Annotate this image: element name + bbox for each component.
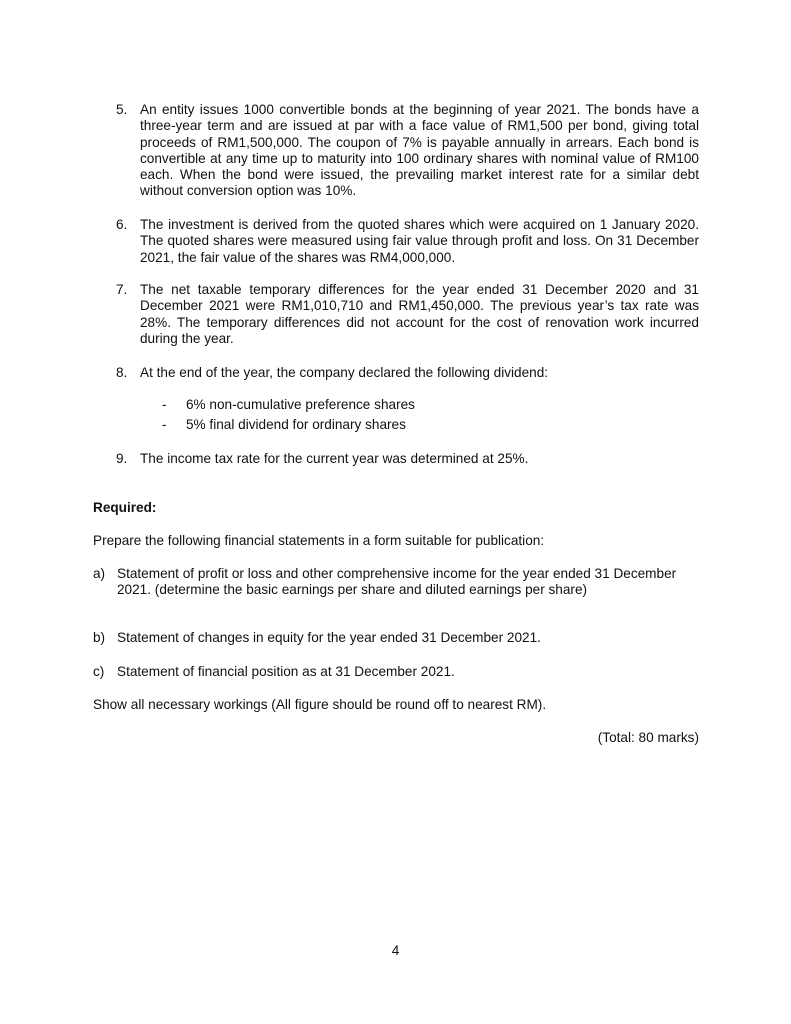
question-label: b) [93, 630, 106, 645]
dash-marker: - [162, 397, 167, 412]
note-text: At the end of the year, the company declared the following dividend: [140, 365, 549, 380]
instruction-text: Prepare the following financial statements in a form suitable for publication: [93, 533, 545, 548]
question-text: Statement of changes in equity for the year ended 31 December 2021. [117, 630, 541, 645]
note-number: 5. [116, 102, 128, 117]
note-text: An entity issues 1000 convertible bonds at the beginning of year 2021. The bonds have a three-year term and are issued at par with a face value of RM1,500 per bond, giving total proceeds of RM1,500,000. The coupon of 7% is payable annually in arrears. Each bond is convertible at any time up to maturity into 100 ordinary shares with nominal value of RM100 each. When the bond were issued, the prevailing market interest rate for a similar debt without conversion option was 10%. [140, 102, 699, 199]
dash-marker: - [162, 416, 167, 432]
note-number: 6. [116, 217, 128, 232]
note-item-7 [116, 282, 699, 347]
note-item-8 [116, 365, 699, 381]
note-text: The income tax rate for the current year was determined at 25%. [140, 451, 529, 466]
question-c [93, 664, 699, 680]
total-marks: (Total: 80 marks) [597, 730, 699, 745]
note-item-5 [116, 102, 699, 200]
workings-note: Show all necessary workings (All figure should be round off to nearest RM). [93, 697, 547, 712]
question-text: Statement of profit or loss and other comprehensive income for the year ended 31 December 2021. (determine the basic earnings per share and diluted earnings per share) [117, 566, 677, 598]
question-label: a) [93, 566, 106, 581]
note-text: The net taxable temporary differences for the year ended 31 December 2020 and 31 December 2021 were RM1,010,710 and RM1,450,000. The previous year’s tax rate was 28%. The temporary differences did not account for the cost of renovation work incurred during the year. [140, 282, 699, 346]
note-number: 7. [116, 282, 128, 297]
note-number: 8. [116, 365, 128, 380]
page-number: 4 [391, 943, 400, 958]
question-b [93, 630, 699, 646]
question-a [93, 566, 699, 599]
note-number: 9. [116, 451, 128, 466]
dividend-text: 6% non-cumulative preference shares [186, 397, 415, 412]
question-text: Statement of financial position as at 31 December 2021. [117, 664, 455, 679]
note-item-6 [116, 217, 699, 266]
required-heading: Required: [93, 500, 157, 515]
note-item-9 [116, 451, 699, 467]
dividend-text: 5% final dividend for ordinary shares [186, 416, 406, 432]
note-text: The investment is derived from the quoted shares which were acquired on 1 January 2020. The quoted shares were measured using fair value through profit and loss. On 31 December 2021, the fair value of the shares was RM4,000,000. [140, 217, 699, 265]
question-label: c) [93, 664, 105, 679]
